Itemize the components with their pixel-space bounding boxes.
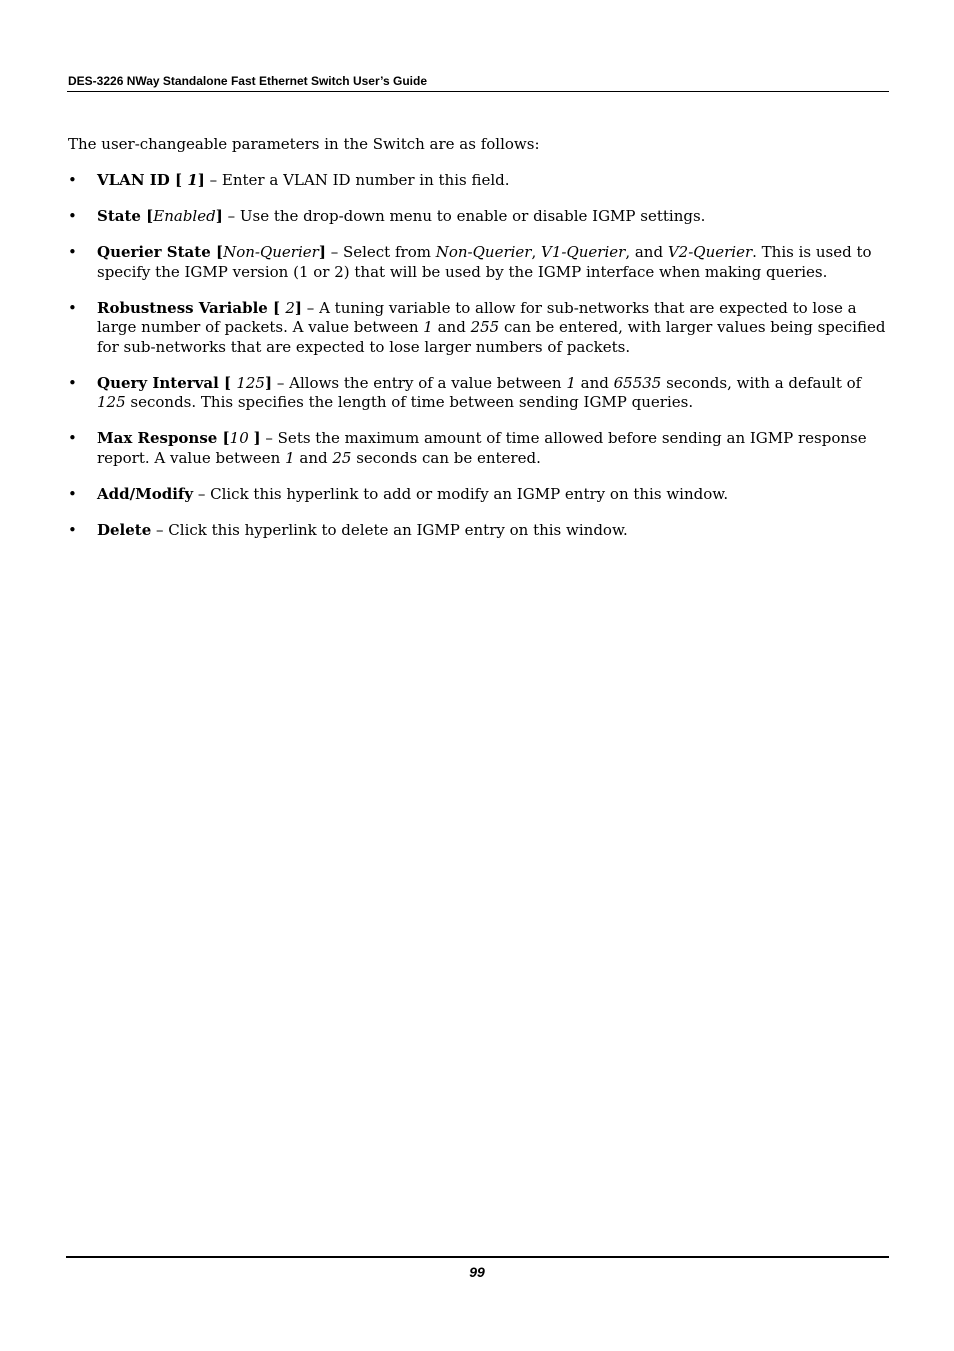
param-name: Max Response [10 ]: [97, 429, 261, 447]
param-default: Enabled: [153, 207, 216, 225]
param-querier-state: [68, 243, 886, 282]
bullet-icon: •: [68, 171, 77, 189]
param-name: Query Interval [ 125]: [97, 373, 273, 392]
param-description: – Use the drop-down menu to enable or disable IGMP settings.: [222, 207, 706, 225]
param-default: 1: [187, 171, 198, 189]
range-min: 1: [285, 448, 295, 467]
range-max: 65535: [613, 373, 662, 392]
param-robustness-variable: [68, 299, 886, 358]
param-add-modify: [68, 485, 886, 505]
page-number: 99: [469, 1264, 485, 1280]
bullet-icon: •: [68, 484, 77, 503]
option-v2-querier: V2-Querier: [667, 243, 753, 261]
param-state: [68, 207, 886, 227]
page-content: [68, 135, 886, 557]
param-default: 2: [285, 298, 295, 317]
param-name: Add/Modify: [97, 484, 194, 503]
param-description: – A tuning variable to allow for sub-networks that are expected to lose a large number of packets. A value between 1 and 255 can be entered, with larger values being specified for sub-networks that are expected to lose larger numbers of packets.: [97, 298, 886, 356]
param-vlan-id: [68, 171, 886, 191]
param-max-response: [68, 429, 886, 468]
bullet-icon: •: [68, 429, 77, 447]
footer-divider: [66, 1256, 889, 1258]
param-description: – Click this hyperlink to delete an IGMP entry on this window.: [151, 520, 628, 539]
default-value: 125: [97, 393, 126, 411]
param-description: – Click this hyperlink to add or modify an IGMP entry on this window.: [193, 484, 729, 503]
bullet-icon: •: [68, 243, 77, 261]
param-default: 10: [229, 429, 254, 447]
param-description: – Enter a VLAN ID number in this field.: [204, 171, 510, 189]
parameter-list: [68, 171, 886, 540]
range-min: 1: [566, 373, 576, 392]
bullet-icon: •: [68, 298, 77, 317]
param-name: Robustness Variable [ 2]: [97, 298, 303, 317]
page-header-title: DES-3226 NWay Standalone Fast Ethernet Switch User’s Guide: [68, 74, 427, 88]
header-divider: [67, 91, 889, 92]
param-description: – Allows the entry of a value between 1 and 65535 seconds, with a default of 125 seconds. This specifies the length of time between sending IGMP queries.: [97, 373, 862, 411]
bullet-icon: •: [68, 520, 77, 539]
bullet-icon: •: [68, 207, 77, 225]
intro-paragraph: The user-changeable parameters in the Switch are as follows:: [68, 135, 540, 153]
param-default: Non-Querier: [223, 243, 319, 261]
range-max: 255: [470, 318, 500, 336]
param-description: – Select from Non-Querier, V1-Querier, and V2-Querier. This is used to specify the IGMP version (1 or 2) that will be used by the IGMP interface when making queries.: [97, 243, 872, 281]
option-v1-querier: V1-Querier: [541, 243, 626, 261]
range-min: 1: [423, 318, 433, 336]
bullet-icon: •: [68, 373, 77, 392]
param-query-interval: [68, 374, 886, 413]
option-non-querier: Non-Querier: [435, 243, 532, 261]
range-max: 25: [332, 448, 352, 467]
param-name: Delete: [97, 520, 152, 539]
param-delete: [68, 521, 886, 541]
param-default: 125: [236, 373, 265, 392]
param-description: – Sets the maximum amount of time allowed before sending an IGMP response report. A value between 1 and 25 seconds can be entered.: [97, 429, 867, 467]
param-name: Querier State [Non-Querier]: [97, 243, 326, 261]
param-name: State [Enabled]: [97, 207, 223, 225]
param-name: VLAN ID [ 1]: [97, 171, 205, 189]
